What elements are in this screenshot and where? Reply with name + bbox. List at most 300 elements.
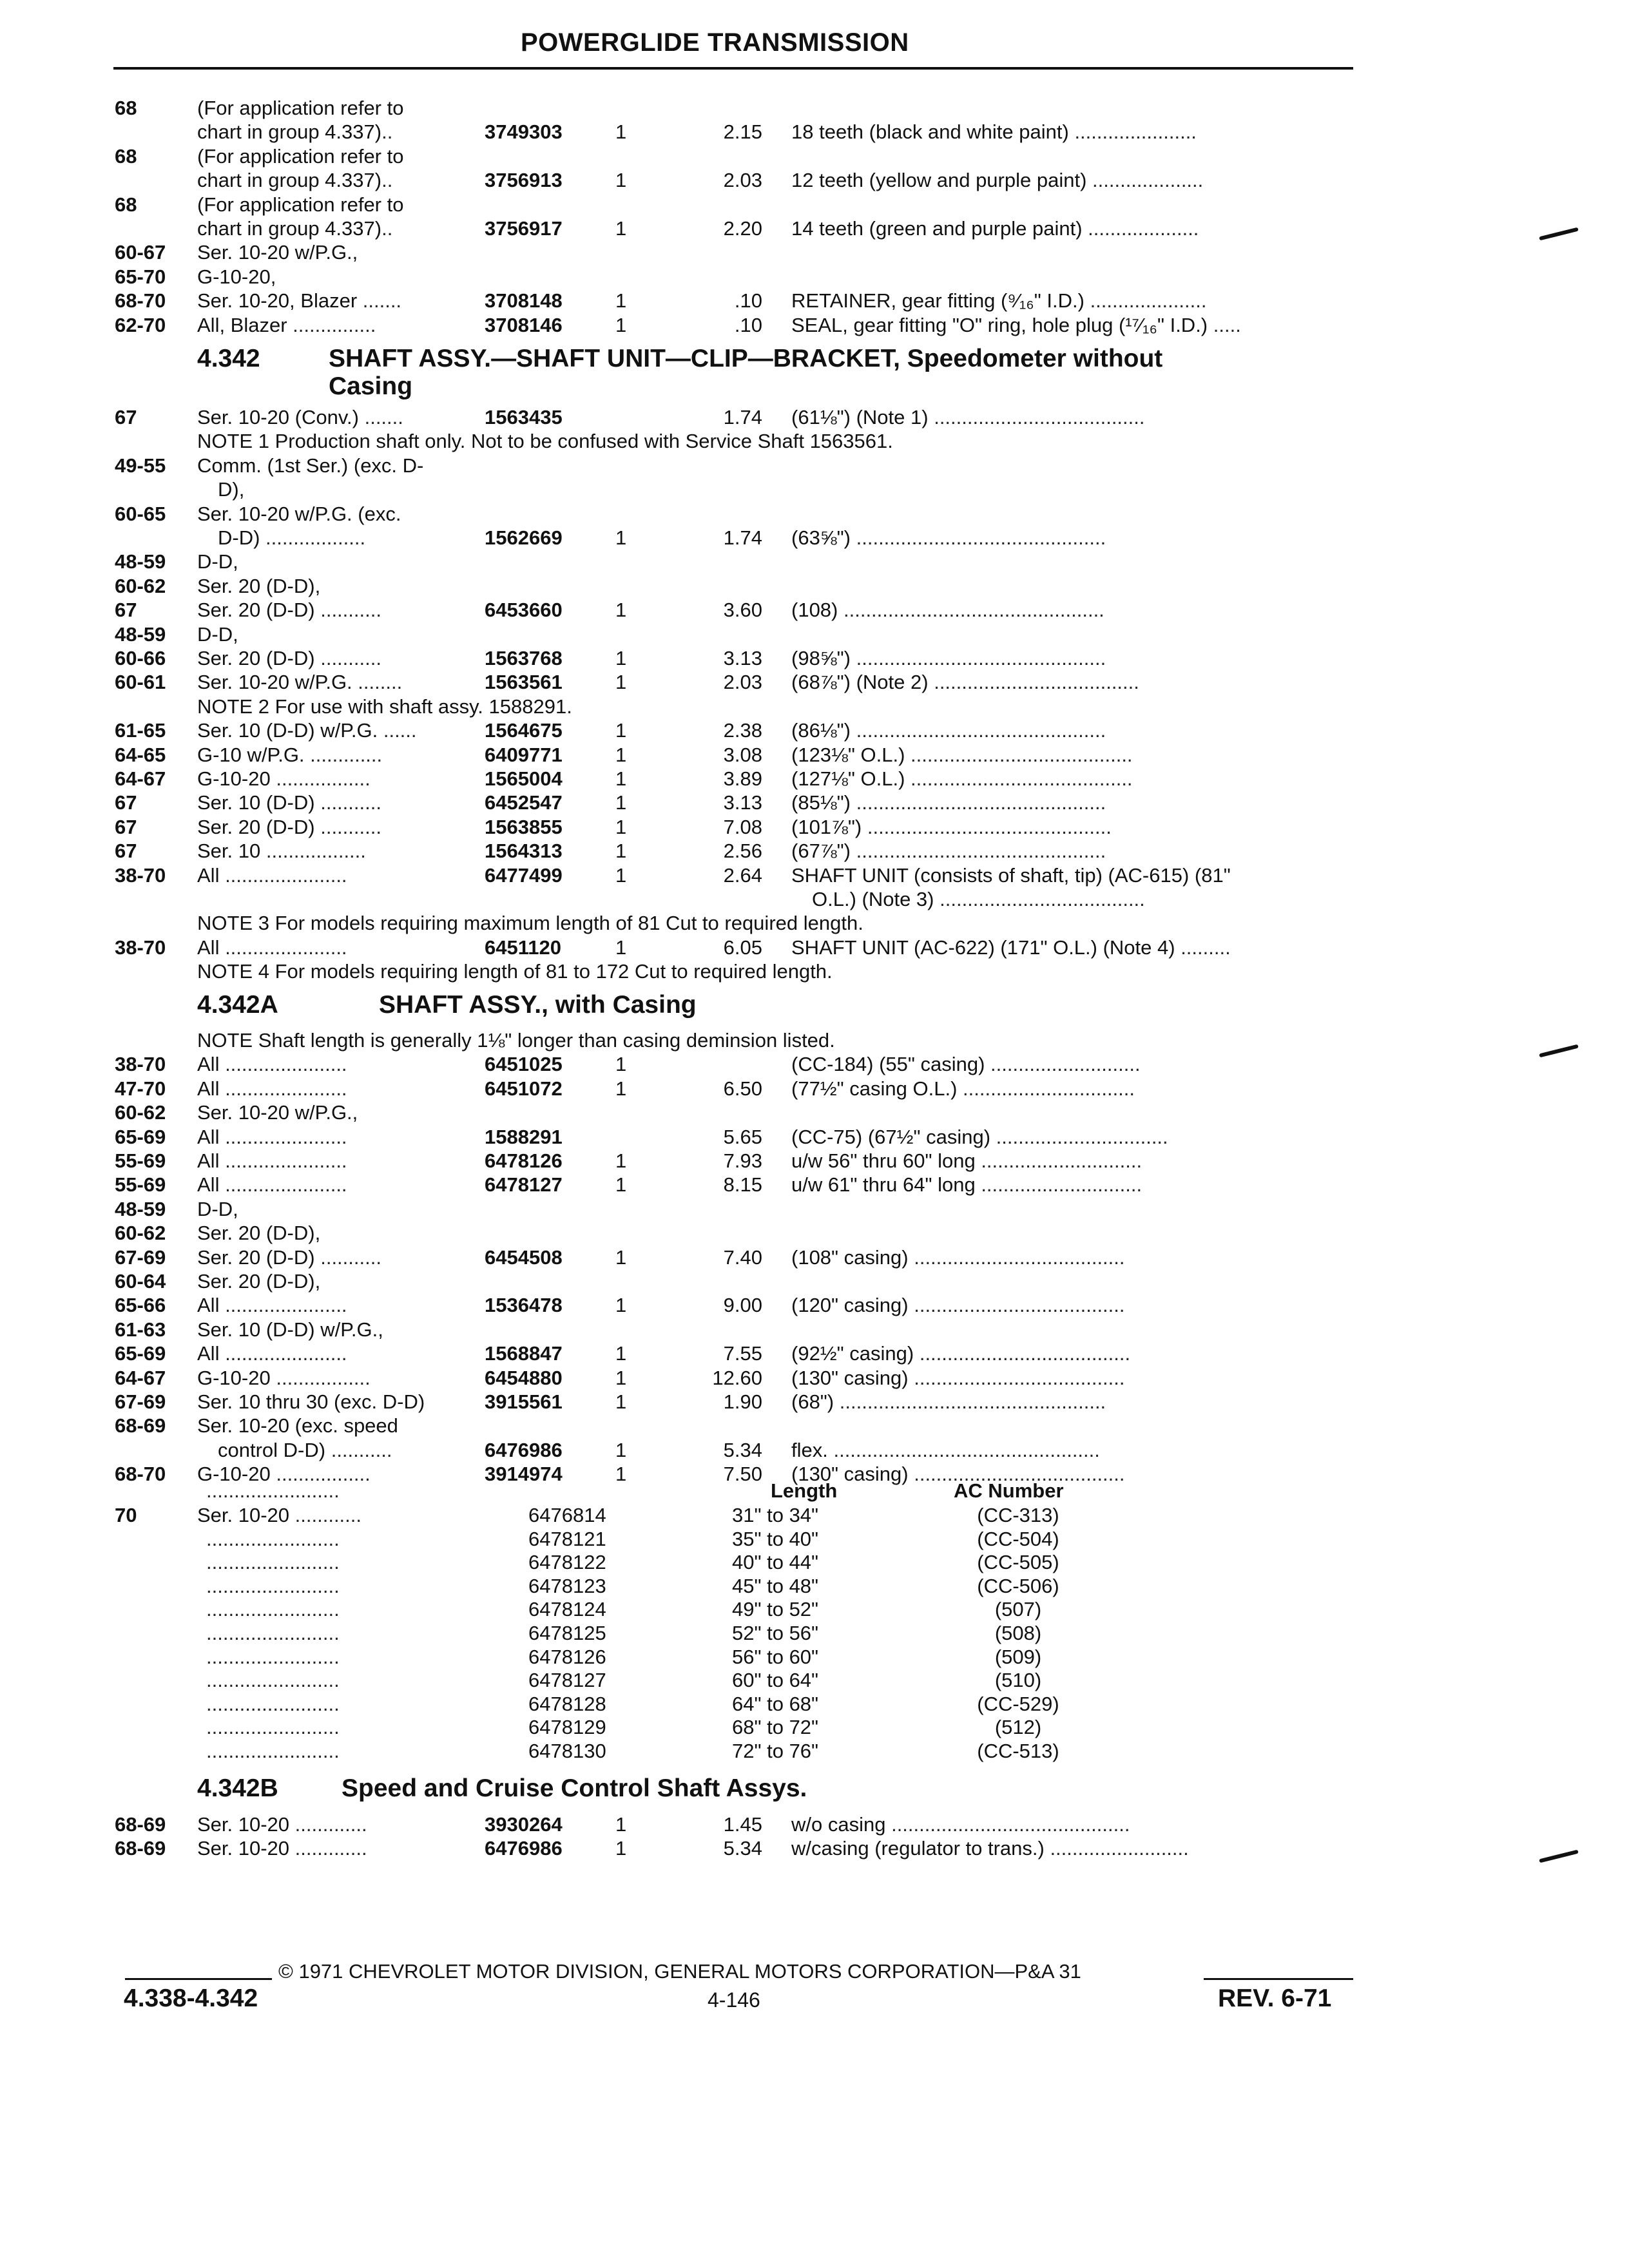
part-row: [0, 503, 1629, 526]
part-row: [0, 145, 1629, 168]
application-text: Ser. 20 (D-D),: [197, 1270, 321, 1293]
description: [791, 599, 1104, 622]
leader-dots: ......................: [219, 863, 347, 887]
length-table-row: [0, 1504, 1629, 1527]
part-row: [0, 1342, 1629, 1365]
length-range: 35" to 40": [732, 1527, 819, 1550]
leader-dots: ......................: [219, 1149, 347, 1172]
application-text: G-10-20: [197, 1463, 271, 1486]
part-number: 6478121: [528, 1527, 606, 1550]
part-row: [0, 1294, 1629, 1317]
leader-dots: ...........: [314, 647, 381, 669]
application: [197, 1053, 347, 1076]
application-text: Ser. 10-20 (exc. speed: [197, 1414, 398, 1437]
part-row: [0, 791, 1629, 814]
application: [197, 550, 238, 573]
section-title: SHAFT ASSY.—SHAFT UNIT—CLIP—BRACKET, Speedometer without: [329, 345, 1163, 372]
length-range: 72" to 76": [732, 1740, 819, 1762]
quantity: 1: [615, 840, 627, 863]
section-number: 4.342B: [197, 1774, 278, 1802]
leader-dots: .............: [304, 743, 383, 766]
leader-dots: ...............................................: [838, 599, 1104, 622]
section-title: SHAFT ASSY., with Casing: [379, 991, 697, 1019]
length-range: 45" to 48": [732, 1574, 819, 1597]
description-text: (86⅛"): [791, 719, 851, 742]
leader-dots: .............................................: [851, 526, 1106, 549]
leader-dots: .................: [270, 1366, 371, 1389]
part-number: 6451025: [485, 1053, 563, 1076]
part-number: 6451072: [485, 1077, 563, 1100]
leader-dots: .............................................: [851, 719, 1106, 742]
model-years: 65-69: [115, 1342, 166, 1365]
description: [791, 1149, 1142, 1173]
price: 8.15: [723, 1173, 762, 1196]
model-years: 60-62: [115, 1222, 166, 1245]
description-text: u/w 61" thru 64" long: [791, 1173, 976, 1196]
application-text: Ser. 10-20: [197, 1837, 290, 1860]
ac-number: (507): [994, 1598, 1042, 1621]
description-text: (consists of shaft, tip) (AC-615) (81": [908, 863, 1231, 887]
description: [791, 1294, 1125, 1317]
application: [197, 1837, 367, 1860]
length-table-row: [0, 1669, 1629, 1692]
header-ac-number: AC Number: [954, 1479, 1064, 1502]
part-number: 6478128: [528, 1692, 606, 1715]
footer-rule-right: [1204, 1978, 1353, 1980]
description-text: (68⅞") (Note 2): [791, 671, 929, 694]
description-text: (127⅛" O.L.): [791, 767, 905, 790]
price: 3.13: [723, 647, 762, 669]
leader-dots: ......................................: [908, 1294, 1125, 1317]
price: 6.05: [723, 936, 762, 959]
model-years: 60-64: [115, 1270, 166, 1293]
leader-dots: .............: [289, 1813, 367, 1836]
note-row: [0, 912, 1629, 935]
price: 7.93: [723, 1149, 762, 1172]
part-number: 1588291: [485, 1125, 563, 1148]
part-number: 3749303: [485, 120, 563, 144]
part-row: [0, 217, 1629, 240]
part-row: [0, 169, 1629, 192]
application-text: Ser. 10 (D-D) w/P.G.: [197, 719, 378, 742]
price: 7.50: [723, 1463, 762, 1486]
price: 7.40: [723, 1245, 762, 1269]
description: [791, 1367, 1125, 1390]
leader-dots: ........................: [206, 1716, 340, 1739]
application-text: Ser. 10-20: [197, 1504, 290, 1526]
price: 12.60: [712, 1366, 762, 1389]
part-row: [0, 314, 1629, 337]
application: [197, 120, 392, 144]
length-table-row: [0, 1528, 1629, 1551]
part-row: [0, 1390, 1629, 1414]
price: 3.13: [723, 791, 762, 814]
section-4-342-title-cont: [0, 372, 1629, 401]
leader-dots: .......: [357, 289, 402, 312]
length-range: 52" to 56": [732, 1622, 819, 1644]
price: 1.90: [723, 1390, 762, 1413]
footer-revision: REV. 6-71: [1218, 1984, 1332, 2012]
application: [197, 647, 381, 670]
model-years: 68: [115, 193, 137, 216]
description-keyword: SEAL,: [791, 313, 848, 336]
model-years: 60-62: [115, 574, 166, 597]
header-length: Length: [771, 1479, 838, 1502]
section-4-342B: [0, 1774, 1629, 1803]
application-text: G-10-20: [197, 767, 271, 790]
leader-dots: ................................................: [834, 1390, 1106, 1413]
quantity: 1: [615, 1366, 627, 1389]
application: [197, 1246, 381, 1269]
application: [197, 575, 320, 598]
leader-dots: ..: [381, 169, 393, 192]
quantity: 1: [615, 1294, 627, 1317]
model-years: 68: [115, 97, 137, 119]
application-text: Ser. 10: [197, 840, 261, 863]
leader-dots: ......................................: [908, 1463, 1125, 1486]
part-number: 6478125: [528, 1622, 606, 1644]
length-table-row: [0, 1551, 1629, 1574]
model-years: 68-69: [115, 1414, 166, 1437]
part-row: [0, 767, 1629, 791]
leader-dots: ..................: [260, 526, 366, 549]
application-text: chart in group 4.337): [197, 169, 382, 192]
part-row: [0, 406, 1629, 429]
description: [791, 314, 1241, 337]
application: [197, 1318, 383, 1341]
leader-dots: ....................: [1086, 169, 1204, 192]
model-years: 38-70: [115, 863, 166, 887]
quantity: 1: [615, 1813, 627, 1836]
leader-dots: ...............: [287, 313, 376, 336]
application-text: Ser. 10-20 w/P.G. (exc.: [197, 502, 401, 525]
leader-dots: ......................................: [928, 406, 1145, 428]
leader-dots: ......................................: [914, 1342, 1131, 1365]
application-text: All: [197, 1342, 220, 1365]
part-number: 3914974: [485, 1463, 563, 1486]
application-text: NOTE 4 For models requiring length of 81 to 172 Cut to required length.: [197, 960, 833, 983]
section-title: Speed and Cruise Control Shaft Assys.: [342, 1774, 807, 1802]
application-text: Ser. 20 (D-D): [197, 647, 315, 669]
application: [197, 1222, 320, 1245]
quantity: 1: [615, 791, 627, 814]
quantity: 1: [615, 1438, 627, 1461]
length-range: 56" to 60": [732, 1645, 819, 1668]
description: [791, 1077, 1135, 1100]
footer-page-number: 4-146: [708, 1988, 760, 2012]
description-text: u/w 56" thru 60" long: [791, 1149, 976, 1172]
quantity: 1: [615, 169, 627, 192]
leader-dots: ..................: [260, 840, 366, 863]
part-number: 1564313: [485, 840, 563, 863]
quantity: 1: [615, 767, 627, 790]
part-number: 1563768: [485, 647, 563, 669]
description-text: (101⅞"): [791, 815, 862, 838]
part-number: 6478126: [528, 1645, 606, 1668]
description-text: (130" casing): [791, 1463, 909, 1486]
part-row: [0, 97, 1629, 120]
leader-dots: ...........................................: [885, 1813, 1130, 1836]
application-text: D-D): [218, 526, 260, 549]
leader-dots: ...........: [325, 1438, 392, 1461]
description: [791, 840, 1106, 863]
leader-dots: ..: [381, 120, 393, 144]
leader-dots: ......................: [219, 1173, 347, 1196]
leader-dots: ........................................: [905, 743, 1133, 766]
quantity: 1: [615, 743, 627, 766]
length-range: 68" to 72": [732, 1716, 819, 1739]
application: [197, 1813, 367, 1836]
application: [197, 1029, 835, 1052]
leader-dots: ......................: [219, 1053, 347, 1076]
description: [791, 791, 1106, 814]
quantity: 1: [615, 1173, 627, 1196]
application: [197, 1101, 358, 1124]
description: [791, 1342, 1130, 1365]
application: [197, 623, 238, 646]
quantity: 1: [615, 1245, 627, 1269]
price: 3.60: [723, 599, 762, 622]
quantity: 1: [615, 1342, 627, 1365]
leader-dots: ..: [381, 217, 393, 240]
description-text: (108): [791, 599, 838, 622]
application: [197, 864, 347, 887]
length-range: 49" to 52": [732, 1598, 819, 1621]
description-text: O.L.) (Note 3): [812, 888, 934, 910]
part-row: [0, 289, 1629, 312]
model-years: 60-67: [115, 241, 166, 264]
part-number: 6476814: [528, 1504, 606, 1526]
application-text: Ser. 10-20: [197, 1813, 290, 1836]
price: 9.00: [723, 1294, 762, 1317]
part-row: [0, 1813, 1629, 1836]
leader-dots: ......................: [219, 1125, 347, 1148]
description-text: 14 teeth (green and purple paint): [791, 217, 1083, 240]
description-text: flex.: [791, 1438, 828, 1461]
price: 3.89: [723, 767, 762, 790]
leader-dots: .................: [270, 767, 371, 790]
description: [791, 289, 1206, 312]
description: [791, 406, 1145, 429]
model-years: 65-69: [115, 1125, 166, 1148]
description-text: w/o casing: [791, 1813, 886, 1836]
part-row: [0, 1270, 1629, 1293]
leader-dots: ...............................: [957, 1077, 1135, 1100]
leader-dots: .....................................: [928, 671, 1139, 694]
application-text: control D-D): [218, 1438, 326, 1461]
leader-dots: .............: [289, 1837, 367, 1860]
part-row: [0, 526, 1629, 550]
application: [218, 478, 244, 501]
length-table-row: [0, 1740, 1629, 1763]
part-row: [0, 1222, 1629, 1245]
leader-dots: ......................: [219, 936, 347, 959]
description-text: (120" casing): [791, 1294, 909, 1317]
application: [197, 695, 572, 718]
description-text: (67⅞"): [791, 840, 851, 863]
description-text: (85⅛"): [791, 791, 851, 814]
ac-number: (CC-506): [977, 1574, 1059, 1597]
description-keyword: SHAFT UNIT: [791, 863, 909, 887]
application: [197, 406, 403, 429]
leader-dots: ........................: [206, 1740, 340, 1762]
leader-dots: ........................: [206, 1551, 340, 1574]
length-range: 31" to 34": [732, 1504, 819, 1526]
application-text: chart in group 4.337): [197, 120, 382, 144]
application: [197, 503, 401, 526]
leader-dots: ......................: [219, 1294, 347, 1317]
description: [791, 120, 1197, 144]
description: [791, 744, 1133, 767]
application: [197, 1077, 347, 1100]
application-text: NOTE 2 For use with shaft assy. 1588291.: [197, 695, 572, 718]
part-row: [0, 599, 1629, 622]
application: [197, 719, 417, 742]
quantity: 1: [615, 1077, 627, 1100]
model-years: 67: [115, 406, 137, 428]
description: [791, 1390, 1106, 1414]
application: [197, 454, 423, 477]
leader-dots: ......................: [219, 1342, 347, 1365]
application: [197, 1342, 347, 1365]
application: [197, 217, 392, 240]
model-years: 68-70: [115, 1463, 166, 1486]
leader-dots: .........................: [1044, 1837, 1189, 1860]
quantity: 1: [615, 1390, 627, 1413]
ac-number: (CC-505): [977, 1551, 1059, 1574]
section-4-342: [0, 345, 1629, 373]
note-row: [0, 1029, 1629, 1052]
description: [791, 1053, 1141, 1076]
part-number: 6452547: [485, 791, 563, 814]
description-text: (98⅝"): [791, 647, 851, 669]
application: [218, 526, 365, 550]
application-text: (For application refer to: [197, 193, 404, 216]
description-text: (AC-622) (171" O.L.) (Note 4): [908, 936, 1175, 959]
leader-dots: ......................................: [908, 1245, 1125, 1269]
model-years: 62-70: [115, 313, 166, 336]
price: 1.74: [723, 526, 762, 549]
part-number: 1568847: [485, 1342, 563, 1365]
application-text: All: [197, 1077, 220, 1100]
leader-dots: .....................................: [934, 888, 1145, 910]
description: [791, 647, 1106, 670]
model-years: 68-70: [115, 289, 166, 312]
description-text: (61⅛") (Note 1): [791, 406, 929, 428]
model-years: 67-69: [115, 1245, 166, 1269]
price: 3.08: [723, 743, 762, 766]
quantity: 1: [615, 719, 627, 742]
model-years: 48-59: [115, 622, 166, 646]
quantity: 1: [615, 313, 627, 336]
part-row: [0, 719, 1629, 742]
model-years: 48-59: [115, 1197, 166, 1220]
model-years: 60-61: [115, 671, 166, 694]
length-table-header: [0, 1479, 1629, 1503]
model-years: 70: [115, 1504, 137, 1526]
length-range: 64" to 68": [732, 1692, 819, 1715]
part-number: 6478124: [528, 1598, 606, 1621]
application-text: All: [197, 936, 220, 959]
application: [197, 599, 381, 622]
part-row: [0, 1318, 1629, 1341]
part-number: 6451120: [485, 936, 561, 959]
ac-number: (CC-513): [977, 1740, 1059, 1762]
part-row: [0, 265, 1629, 289]
leader-dots: ...........: [314, 815, 381, 838]
part-row: [0, 1101, 1629, 1124]
leader-dots: .............................................: [851, 791, 1106, 814]
description: [791, 1173, 1142, 1196]
description: [791, 719, 1106, 742]
description: [791, 1813, 1130, 1836]
part-row: [0, 1414, 1629, 1437]
application-text: Ser. 10 (D-D): [197, 791, 315, 814]
application-text: All: [197, 1149, 220, 1172]
leader-dots: ...........................: [985, 1053, 1141, 1076]
part-row: [0, 888, 1629, 911]
leader-dots: ............: [289, 1504, 362, 1526]
leader-dots: ......................: [1068, 120, 1197, 144]
application: [197, 671, 402, 694]
description-text: (CC-184) (55" casing): [791, 1053, 985, 1076]
application-text: All: [197, 1053, 220, 1076]
application: [197, 1126, 347, 1149]
application-text: Ser. 10-20 (Conv.): [197, 406, 359, 428]
price: 5.65: [723, 1125, 762, 1148]
description-text: gear fitting (⁹⁄₁₆" I.D.): [896, 289, 1084, 312]
part-number: 3930264: [485, 1813, 563, 1836]
description: [791, 671, 1139, 694]
part-number: 6409771: [485, 743, 563, 766]
price: .10: [734, 313, 762, 336]
model-years: 65-70: [115, 265, 166, 288]
model-years: 68: [115, 144, 137, 168]
application: [197, 1294, 347, 1317]
description-text: (130" casing): [791, 1366, 909, 1389]
application: [197, 1173, 347, 1196]
description-keyword: RETAINER,: [791, 289, 897, 312]
part-row: [0, 1053, 1629, 1076]
quantity: 1: [615, 217, 627, 240]
description: [791, 816, 1112, 839]
application-text: Ser. 10-20, Blazer: [197, 289, 358, 312]
part-row: [0, 1246, 1629, 1269]
quantity: 1: [615, 289, 627, 312]
price: 1.45: [723, 1813, 762, 1836]
application: [197, 1504, 361, 1527]
description: [791, 1439, 1100, 1462]
model-years: 38-70: [115, 936, 166, 959]
leader-dots: ...........: [314, 1245, 381, 1269]
description-text: w/casing (regulator to trans.): [791, 1837, 1045, 1860]
application: [197, 960, 833, 983]
model-years: 67: [115, 791, 137, 814]
note-row: [0, 695, 1629, 718]
description: [791, 864, 1231, 887]
application-text: All: [197, 1125, 220, 1148]
part-number: 3756917: [485, 217, 563, 240]
length-table-row: [0, 1693, 1629, 1716]
model-years: 67: [115, 599, 137, 622]
model-years: 65-66: [115, 1294, 166, 1317]
part-row: [0, 550, 1629, 573]
leader-dots: .............................: [975, 1173, 1142, 1196]
leader-dots: ........................: [206, 1479, 340, 1502]
quantity: 1: [615, 936, 627, 959]
part-number: 6476986: [485, 1438, 563, 1461]
price: 2.64: [723, 863, 762, 887]
